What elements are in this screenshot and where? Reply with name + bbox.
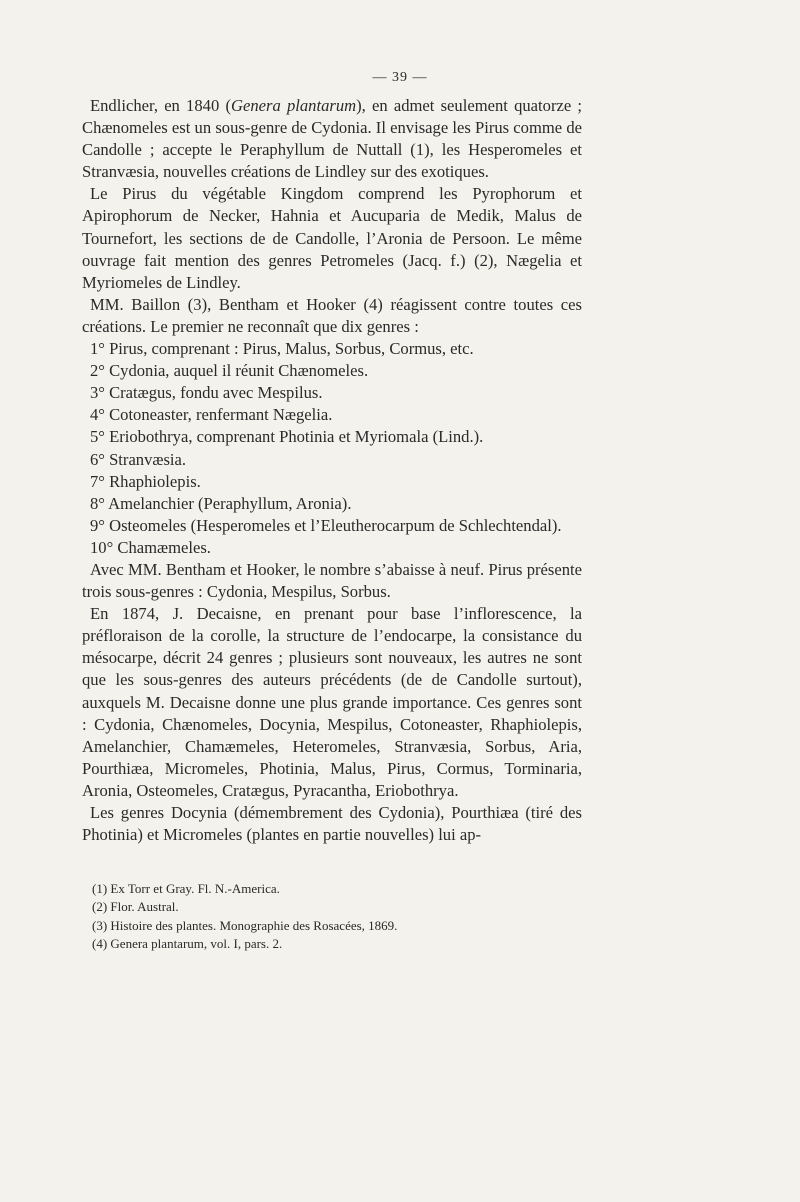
paragraph-text: ), en admet seulement quatorze ; Chænomeles est un sous-genre de Cydonia. Il envisage les Pirus comme de Candolle ; accepte le Peraphyllum de Nuttall (1), les Hesperomeles et Stranvæsia, nouvelles créations de Lindley sur des exotiques. xyxy=(82,96,583,182)
genre-item-6: 6° Stranvæsia. xyxy=(90,449,187,469)
genre-item-4: 4° Cotoneaster, renfermant Nægelia. xyxy=(90,405,333,425)
footnote-2: (2) Flor. Austral. xyxy=(92,899,179,915)
footnote-4: (4) Genera plantarum, vol. I, pars. 2. xyxy=(92,936,283,952)
footnotes xyxy=(92,880,592,954)
paragraph-docynia: Les genres Docynia (démembrement des Cydonia), Pourthiæa (tiré des Photinia) et Micromeles (plantes en partie nouvelles) lui ap- xyxy=(82,803,582,845)
genre-item-2: 2° Cydonia, auquel il réunit Chænomeles. xyxy=(90,361,369,381)
genre-item-8: 8° Amelanchier (Peraphyllum, Aronia). xyxy=(90,493,352,513)
genre-item-7: 7° Rhaphiolepis. xyxy=(90,471,201,491)
main-text xyxy=(82,95,582,846)
paragraph-pirus: Le Pirus du végétable Kingdom comprend les Pyrophorum et Apirophorum de Necker, Hahnia et Aucuparia de Medik, Malus de Tournefort, les sections de de Candolle, l’Aronia de Persoon. Le même ouvrage fait mention des genres Petromeles (Jacq. f.) (2), Nægelia et Myriomeles de Lindley. xyxy=(82,184,582,292)
footnote-3: (3) Histoire des plantes. Monographie des Rosacées, 1869. xyxy=(92,917,398,933)
genre-item-5: 5° Eriobothrya, comprenant Photinia et Myriomala (Lind.). xyxy=(90,427,484,447)
paragraph-endlicher xyxy=(82,95,582,183)
genre-item-9: 9° Osteomeles (Hesperomeles et l’Eleutherocarpum de Schlechtendal). xyxy=(90,515,562,535)
genre-item-10: 10° Chamæmeles. xyxy=(90,537,211,557)
paragraph-baillon: MM. Baillon (3), Bentham et Hooker (4) réagissent contre toutes ces créations. Le premier ne reconnaît que dix genres : xyxy=(82,294,582,336)
footnote-1: (1) Ex Torr et Gray. Fl. N.-America. xyxy=(92,881,280,896)
paragraph-bentham: Avec MM. Bentham et Hooker, le nombre s’abaisse à neuf. Pirus présente trois sous-genres : Cydonia, Mespilus, Sorbus. xyxy=(82,559,582,602)
page-number: — 39 — xyxy=(372,70,428,85)
paragraph-decaisne: En 1874, J. Decaisne, en prenant pour base l’inflorescence, la préfloraison de la corolle, la structure de l’endocarpe, la consistance du mésocarpe, décrit 24 genres ; plusieurs sont nouveaux, les autres ne sont que les sous-genres des auteurs précédents (de de Candolle surtout), auxquels M. Decaisne donne une plus grande importance. Ces genres sont : Cydonia, Chænomeles, Docynia, Mespilus, Cotoneaster, Rhaphiolepis, Amelanchier, Chamæmeles, Heteromeles, Stranvæsia, Sorbus, Aria, Pourthiæa, Micromeles, Photinia, Malus, Pirus, Cormus, Torminaria, Aronia, Osteomeles, Cratægus, Pyracantha, Eriobothrya. xyxy=(82,604,582,800)
genre-item-3: 3° Cratægus, fondu avec Mespilus. xyxy=(90,383,323,403)
paragraph-text: Endlicher, en 1840 ( xyxy=(90,96,231,115)
genre-item-1: 1° Pirus, comprenant : Pirus, Malus, Sorbus, Cormus, etc. xyxy=(90,339,474,359)
italic-title: Genera plantarum xyxy=(230,96,357,115)
